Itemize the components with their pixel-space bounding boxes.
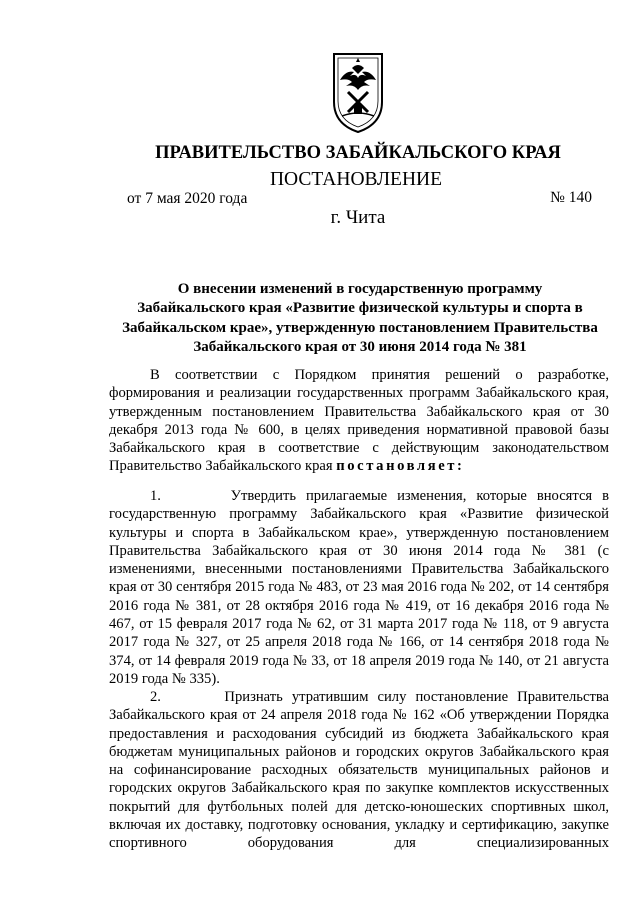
preamble-paragraph — [109, 366, 609, 476]
preamble-text: В соответствии с Порядком принятия решений о разработке, формирования и реализации государственных программ Забайкальского края, утвержденным постановлением Правительства Забайкальского края от 30 декабря 2013 года № 600, в целях приведения нормативной правовой базы Забайкальского края в соответствие с действующим законодательством Правительство Забайкальского края — [109, 367, 609, 475]
heading-line: Забайкальского края «Развитие физической культуры и спорта в — [137, 300, 583, 317]
item-number: 1. — [150, 488, 161, 504]
document-city: г. Чита — [330, 207, 386, 228]
coat-of-arms-icon — [330, 50, 386, 134]
item-text: Признать утратившим силу постановление Правительства Забайкальского края от 24 апреля 2018 года № 162 «Об утверждении Порядка предоставления и расходования субсидий из бюджета Забайкальского края бюджетам муниципальных районов и городских округов Забайкальского края на софинансирование расходных обязательств муниципальных районов и городских округов Забайкальского края по закупке комплектов искусственных покрытий для футбольных полей для детско-юношеских спортивных школ, включая их доставку, подготовку основания, укладку и сертификацию, закупке спортивного оборудования для специализированных — [109, 689, 609, 852]
item-1-paragraph — [109, 487, 609, 688]
resolution-keyword: постановляет: — [336, 458, 465, 475]
document-type: ПОСТАНОВЛЕНИЕ — [269, 169, 443, 190]
item-number: 2. — [150, 689, 161, 705]
document-number: № 140 — [550, 189, 592, 206]
item-2-paragraph — [109, 688, 609, 853]
heading-line: Забайкальском крае», утвержденную постановлением Правительства — [122, 319, 598, 336]
heading-line: О внесении изменений в государственную программу — [177, 281, 543, 297]
heading-line: Забайкальского края от 30 июня 2014 года № 381 — [193, 338, 527, 355]
document-heading — [100, 280, 620, 357]
government-title: ПРАВИТЕЛЬСТВО ЗАБАЙКАЛЬСКОГО КРАЯ — [155, 143, 561, 163]
document-date: от 7 мая 2020 года — [127, 190, 248, 207]
item-text: Утвердить прилагаемые изменения, которые вносятся в государственную программу Забайкальского края «Развитие физической культуры и спорта в Забайкальском крае», утвержденную постановлением Правительства Забайкальского края от 30 июня 2014 года № 381 (с изменениями, внесенными постановлениями Правительства Забайкальского края от 30 сентября 2015 года № 483, от 23 мая 2016 года № 202, от 14 сентября 2016 года № 381, от 28 октября 2016 года № 419, от 16 декабря 2016 года № 467, от 15 февраля 2017 года № 62, от 31 марта 2017 года № 118, от 9 августа 2017 года № 327, от 25 апреля 2018 года № 166, от 14 сентября 2018 года № 374, от 14 февраля 2019 года № 33, от 18 апреля 2019 года № 140, от 21 августа 2019 года № 335). — [109, 488, 609, 687]
